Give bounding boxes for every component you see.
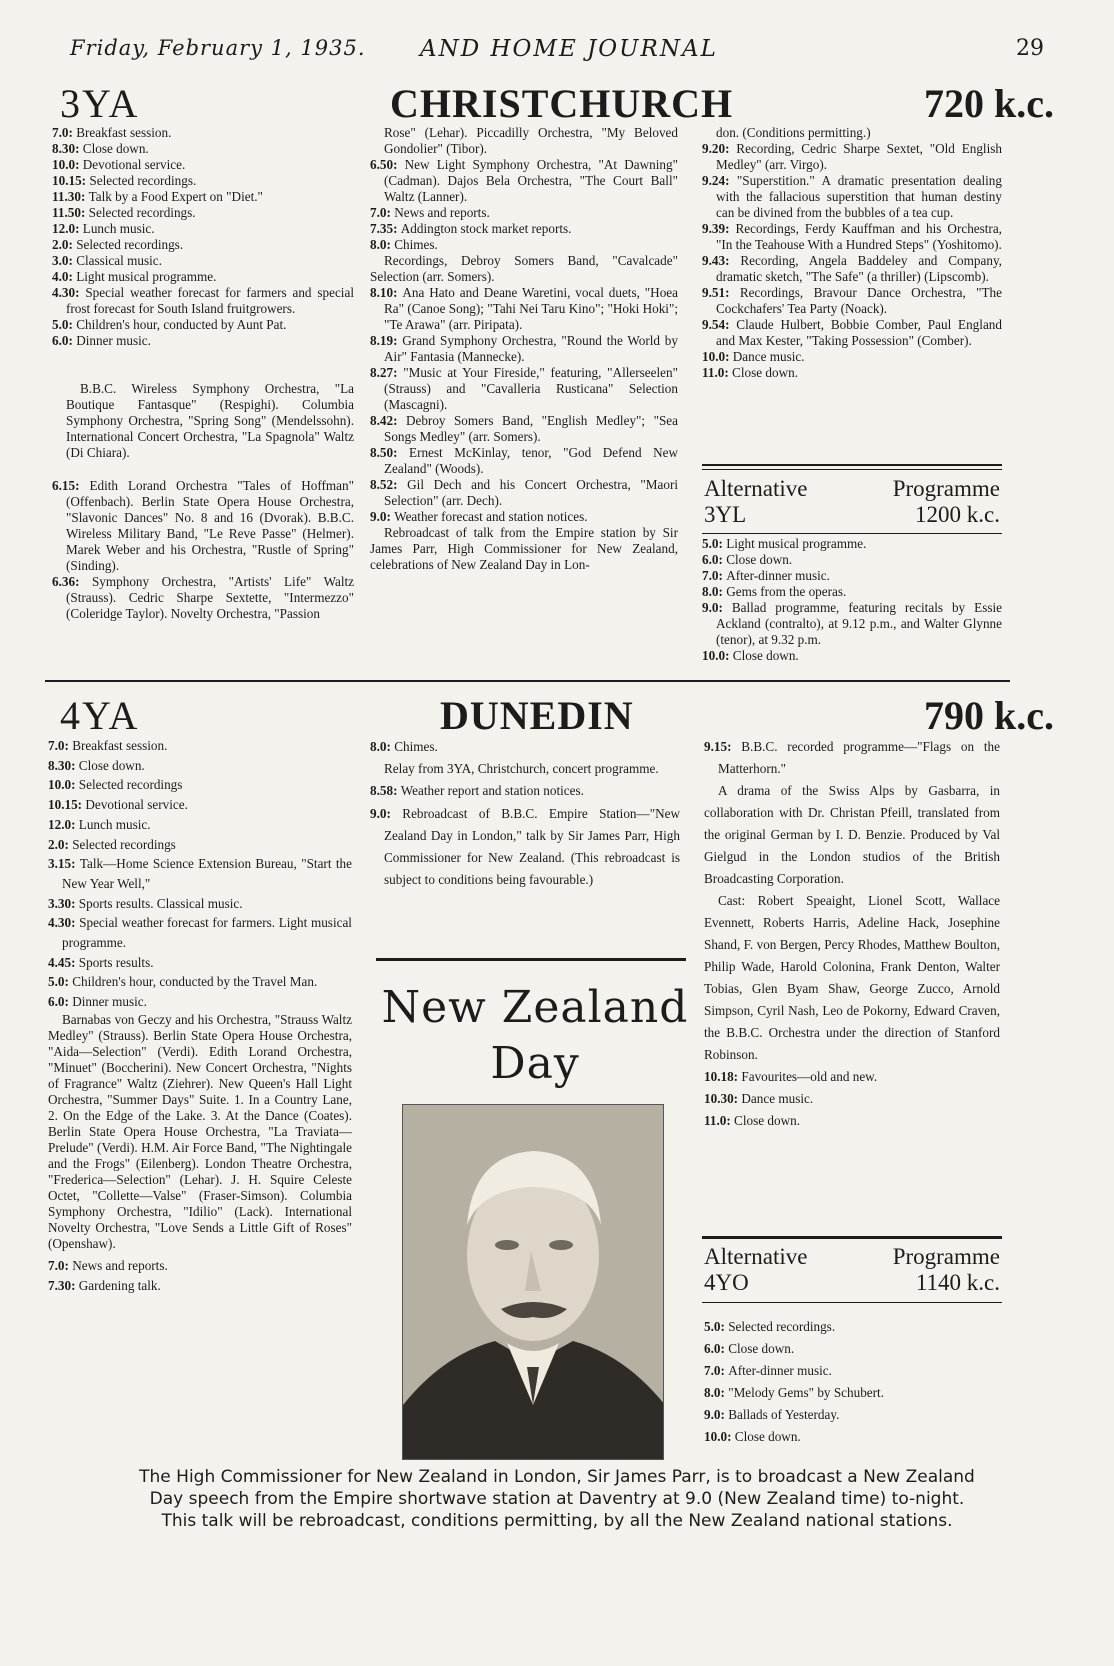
- programme-entry: [48, 756, 352, 776]
- programme-description: Special weather forecast for farmers and special frost forecast for South Island fruitgrowers.: [66, 285, 354, 316]
- programme-time: 5.0:: [52, 317, 77, 332]
- programme-description: Lunch music.: [82, 221, 155, 236]
- portrait-illustration: [403, 1105, 664, 1460]
- programme-entry: [370, 205, 678, 221]
- station-call-sign: 3YA: [60, 81, 140, 126]
- programme-time: 2.0:: [52, 237, 77, 252]
- programme-description: Sports results.: [78, 954, 154, 970]
- programme-list: [370, 736, 680, 758]
- programme-time: 8.42:: [370, 413, 406, 428]
- programme-list: [48, 736, 352, 1012]
- programme-description: Weather report and station notices.: [400, 783, 584, 799]
- programme-time: 10.30:: [704, 1091, 742, 1106]
- programme-time: 11.0:: [702, 365, 733, 380]
- issue-date: Friday, February 1, 1935.: [70, 36, 366, 60]
- programme-time: 10.0:: [52, 157, 83, 172]
- programme-list: [370, 285, 678, 525]
- programme-time: 8.10:: [370, 285, 403, 300]
- programme-entry: [48, 795, 352, 815]
- programme-description: Recording, Cedric Sharpe Sextet, "Old English Medley" (arr. Virgo).: [716, 141, 1002, 172]
- programme-description: Claude Hulbert, Bobbie Comber, Paul England and Max Kester, "Taking Possession" (Comber).: [716, 317, 1002, 348]
- programme-description: Gardening talk.: [78, 1277, 161, 1293]
- programme-time: 6.0:: [704, 1341, 729, 1356]
- programme-entry: [702, 285, 1002, 317]
- programme-description: Recordings, Bravour Dance Orchestra, "The Cockchafers' Tea Party (Noack).: [716, 285, 1002, 316]
- programme-description: "Music at Your Fireside," featuring, "Allerseelen" (Strauss) and "Cavalleria Rusticana" Selection (Mascagni).: [384, 365, 678, 412]
- programme-entry: [702, 349, 1002, 365]
- programme-entry: [370, 221, 678, 237]
- programme-entry: [370, 365, 678, 413]
- alt-frequency: 1140 k.c.: [915, 1270, 1000, 1295]
- programme-time: 8.0:: [370, 739, 395, 754]
- programme-time: 6.0:: [48, 994, 73, 1010]
- programme-description: Chimes.: [394, 739, 438, 754]
- programme-time: 10.0:: [48, 777, 79, 793]
- programme-time: 7.0:: [48, 1257, 73, 1273]
- programme-description: Dinner music.: [76, 333, 151, 348]
- alt-call-sign: 4YO: [704, 1270, 749, 1295]
- programme-time: 4.30:: [52, 285, 86, 300]
- programme-time: 9.0:: [704, 1407, 729, 1422]
- programme-time: 9.51:: [702, 285, 740, 300]
- programme-description: Close down.: [728, 1341, 795, 1356]
- programme-description: Selected recordings.: [88, 205, 196, 220]
- programme-description: Ernest McKinlay, tenor, "God Defend New Zealand" (Woods).: [384, 445, 678, 476]
- programme-description: Gil Dech and his Concert Orchestra, "Maori Selection" (arr. Dech).: [384, 477, 678, 508]
- programme-time: 2.0:: [48, 836, 73, 852]
- programme-time: 9.39:: [702, 221, 736, 236]
- programme-note: A drama of the Swiss Alps by Gasbarra, in collaboration with Dr. Christan Pfeill, translated from the original German by I. D. Benzie. Produced by Val Gielgud in the London studios of the British Broadcasting Corporation.: [704, 783, 1000, 886]
- programme-entry: [370, 477, 678, 509]
- alt-programme-list-4yo: [704, 1316, 1000, 1448]
- programme-time: 6.0:: [702, 552, 727, 567]
- programme-time: 9.54:: [702, 317, 737, 332]
- programme-entry: [370, 736, 680, 758]
- programme-description: Devotional service.: [85, 797, 188, 813]
- programme-description: Ana Hato and Deane Waretini, vocal duets, "Hoea Ra" (Canoe Song); "Tahi Nei Taru Kino"; "Hoki Hoki"; "Te Arawa" (arr. Piripata).: [384, 285, 678, 332]
- journal-title: AND HOME JOURNAL: [420, 36, 718, 62]
- footer-line-1: The High Commissioner for New Zealand in London, Sir James Parr, is to broadcast a New Zealand: [139, 1467, 975, 1487]
- programme-time: 7.0:: [702, 568, 727, 583]
- programme-time: 7.0:: [52, 125, 77, 140]
- programme-entry: [48, 775, 352, 795]
- programme-entry: [52, 574, 354, 622]
- alt-programme-list-3yl: [702, 536, 1002, 664]
- programme-entry: [48, 913, 352, 952]
- programme-list: [704, 1066, 1000, 1132]
- programme-description: Recording, Angela Baddeley and Company, dramatic sketch, "The Safe" (a thriller) (Lipscomb).: [716, 253, 1002, 284]
- programme-time: 12.0:: [52, 221, 83, 236]
- programme-description: Selected recordings.: [728, 1319, 836, 1334]
- station-divider: [45, 680, 1010, 682]
- programme-time: 9.24:: [702, 173, 737, 188]
- programme-description: Dance music.: [732, 349, 805, 364]
- programme-entry: [702, 568, 1002, 584]
- programme-entry: [704, 1088, 1000, 1110]
- programme-time: 4.0:: [52, 269, 77, 284]
- programme-entry: [52, 221, 354, 237]
- programme-entry: [52, 269, 354, 285]
- programme-time: 12.0:: [48, 816, 79, 832]
- footer-notice: [60, 1466, 1054, 1532]
- programme-list: [48, 1256, 352, 1295]
- programme-entry: [370, 333, 678, 365]
- programme-list: [370, 780, 680, 891]
- programme-description: Ballad programme, featuring recitals by Essie Ackland (contralto), at 9.12 p.m., and Walter Glynne (tenor), at 9.32 p.m.: [716, 600, 1002, 647]
- programme-time: 7.0:: [48, 738, 73, 753]
- programme-description: Devotional service.: [82, 157, 186, 172]
- programme-time: 8.52:: [370, 477, 408, 492]
- programme-time: 10.15:: [48, 797, 86, 813]
- programme-description: Breakfast session.: [72, 738, 168, 753]
- programme-time: 10.0:: [702, 349, 733, 364]
- programme-description: Close down.: [82, 141, 149, 156]
- programme-time: 6.50:: [370, 157, 405, 172]
- christchurch-column-3: [702, 125, 1002, 381]
- programme-description: Favourites—old and new.: [741, 1069, 878, 1084]
- programme-entry: [48, 972, 352, 992]
- programme-entry: [48, 894, 352, 914]
- programme-description: Lunch music.: [78, 816, 151, 832]
- programme-description: Addington stock market reports.: [400, 221, 572, 236]
- station-call-sign: 4YA: [60, 693, 140, 738]
- alt-title-2: Programme: [892, 1244, 1000, 1269]
- programme-description: Close down.: [732, 365, 798, 380]
- programme-time: 8.30:: [48, 757, 79, 773]
- programme-time: 8.0:: [702, 584, 727, 599]
- station-frequency: 790 k.c.: [924, 693, 1054, 738]
- programme-entry: [704, 736, 1000, 780]
- section-divider: [702, 1236, 1002, 1239]
- programme-list: [702, 141, 1002, 381]
- programme-entry: [48, 854, 352, 893]
- feature-title-line-1: New Zealand: [381, 982, 689, 1033]
- programme-time: 10.18:: [704, 1069, 742, 1084]
- programme-time: 8.19:: [370, 333, 403, 348]
- programme-note: Barnabas von Geczy and his Orchestra, "Strauss Waltz Medley" (Strauss). Berlin State Opera House Orchestra, "Aida—Selection" (Verdi). Edith Lorand Orchestra, "Minuet" (Boccherini). New Concert Orchestra, "Nights of Fragrance" Waltz (Ziehrer). New Queen's Hall Light Orchestra, "Summer Days" Suite. 1. In a Country Lane, 2. On the Edge of the Lake. 3. At the Dance (Coates). Berlin State Opera House Orchestra, "La Traviata—Prelude" (Verdi). H.M. Air Force Band, "The Nightingale and the Frogs" (Eilenberg). London Theatre Orchestra, "Frederica—Selection" (Lehar). J. H. Squire Celeste Octet, "Collette—Valse" (Fraser-Simson). Columbia Symphony Orchestra, "Idilio" (Lack). International Novelty Orchestra, "Love Sends a Little Gift of Roses" (Openshaw).: [48, 1011, 352, 1251]
- programme-time: 8.50:: [370, 445, 410, 460]
- section-divider: [702, 533, 1002, 534]
- programme-time: 9.0:: [702, 600, 732, 615]
- portrait-photo: [402, 1104, 664, 1460]
- christchurch-column-1: [52, 125, 354, 349]
- section-divider: [702, 464, 1002, 466]
- programme-entry: [48, 992, 352, 1012]
- programme-description: Talk by a Food Expert on "Diet.": [88, 189, 263, 204]
- footer-line-2: Day speech from the Empire shortwave station at Daventry at 9.0 (New Zealand time) to-night.: [149, 1489, 965, 1509]
- programme-description: Close down.: [734, 1429, 801, 1444]
- programme-entry: [702, 173, 1002, 221]
- programme-time: 10.0:: [704, 1429, 735, 1444]
- programme-entry: [370, 803, 680, 892]
- programme-description: Talk—Home Science Extension Bureau, "Start the New Year Well,": [62, 856, 352, 891]
- alt-title: Alternative: [704, 476, 808, 501]
- alt-programme-header-3yl: [704, 476, 1000, 532]
- programme-entry: [702, 365, 1002, 381]
- programme-entry: [704, 1316, 1000, 1338]
- programme-entry: [370, 237, 678, 253]
- programme-entry: [702, 584, 1002, 600]
- programme-note: Rebroadcast of talk from the Empire station by Sir James Parr, High Commissioner for New Zealand, celebrations of New Zealand Day in Lon-: [370, 525, 678, 572]
- programme-description: Sports results. Classical music.: [78, 895, 243, 911]
- section-divider: [702, 1302, 1002, 1303]
- programme-description: Chimes.: [394, 237, 438, 252]
- programme-time: 9.15:: [704, 739, 742, 754]
- programme-description: Dance music.: [741, 1091, 814, 1106]
- programme-time: 5.0:: [704, 1319, 729, 1334]
- footer-line-3: This talk will be rebroadcast, conditions permitting, by all the New Zealand national stations.: [161, 1511, 953, 1531]
- programme-description: Light musical programme.: [76, 269, 217, 284]
- programme-description: Dinner music.: [72, 994, 147, 1010]
- programme-entry: [370, 285, 678, 333]
- programme-time: 7.0:: [370, 205, 395, 220]
- programme-entry: [52, 333, 354, 349]
- programme-entry: [702, 536, 1002, 552]
- programme-entry: [702, 221, 1002, 253]
- christchurch-column-1b: [52, 478, 354, 622]
- programme-time: 9.20:: [702, 141, 737, 156]
- programme-entry: [52, 125, 354, 141]
- programme-description: B.B.C. recorded programme—"Flags on the Matterhorn.": [718, 739, 1000, 776]
- programme-description: Selected recordings: [72, 836, 176, 852]
- programme-time: 8.58:: [370, 783, 401, 799]
- programme-time: 8.0:: [704, 1385, 729, 1400]
- cast-list: Cast: Robert Speaight, Lionel Scott, Wallace Evennett, Roberts Harris, Adeline Hack, Josephine Shand, F. von Bergen, Percy Rhodes, Matthew Boulton, Philip Wade, Harold Colonina, Frank Denton, Walter Tobias, Glen Byam Shaw, George Zucco, Arnold Simpson, Cyril Nash, Leo de Pokorny, Edward Craven, the B.B.C. Orchestra under the direction of Stanford Robinson.: [704, 893, 1000, 1062]
- programme-entry: [48, 953, 352, 973]
- station-city: CHRISTCHURCH: [390, 81, 734, 126]
- programme-time: 8.30:: [52, 141, 83, 156]
- dunedin-column-2: [370, 736, 680, 891]
- programme-entry: [370, 780, 680, 802]
- programme-description: Recordings, Ferdy Kauffman and his Orchestra, "In the Teahouse With a Hundred Steps" (Yoshitomo).: [716, 221, 1002, 252]
- programme-description: "Superstition." A dramatic presentation dealing with the fallacious superstition that human destiny can be divined from the bubbles of a tea cup.: [716, 173, 1002, 220]
- programme-time: 11.0:: [704, 1113, 735, 1128]
- programme-time: 7.30:: [48, 1277, 79, 1293]
- alt-title: Alternative: [704, 1244, 808, 1269]
- page-header: [70, 36, 1044, 70]
- programme-description: Close down.: [732, 648, 799, 663]
- programme-entry: [702, 317, 1002, 349]
- programme-entry: [48, 835, 352, 855]
- alt-frequency: 1200 k.c.: [915, 502, 1000, 527]
- programme-list: [704, 736, 1000, 780]
- programme-entry: [702, 253, 1002, 285]
- programme-description: Rebroadcast of B.B.C. Empire Station—"New Zealand Day in London," talk by Sir James Parr, High Commissioner for New Zealand. (This rebroadcast is subject to conditions being favourable.): [384, 805, 680, 888]
- programme-description: Light musical programme.: [726, 536, 867, 551]
- programme-description: Edith Lorand Orchestra "Tales of Hoffman" (Offenbach). Berlin State Opera House Orchestra, "Slavonic Dances" No. 8 and 16 (Dvorak). B.B.C. Wireless Military Band, "Le Reve Passe" (Helmer). Marek Weber and his Orchestra, "Rustle of Spring" (Sinding).: [66, 478, 354, 573]
- station-frequency: 720 k.c.: [924, 81, 1054, 126]
- programme-time: 5.0:: [702, 536, 727, 551]
- programme-description: News and reports.: [72, 1257, 168, 1273]
- programme-entry: [704, 1066, 1000, 1088]
- dunedin-column-1: [48, 736, 352, 1295]
- programme-entry: [52, 189, 354, 205]
- programme-description: Selected recordings: [78, 777, 183, 793]
- programme-time: 9.43:: [702, 253, 741, 268]
- alt-title-2: Programme: [892, 476, 1000, 501]
- programme-time: 4.45:: [48, 954, 79, 970]
- programme-entry: [702, 141, 1002, 173]
- programme-entry: [704, 1382, 1000, 1404]
- programme-entry: [370, 157, 678, 205]
- programme-entry: [370, 413, 678, 445]
- programme-entry: [52, 478, 354, 574]
- programme-continuation: Rose" (Lehar). Piccadilly Orchestra, "My Beloved Gondolier" (Tibor).: [384, 125, 678, 156]
- programme-description: New Light Symphony Orchestra, "At Dawning" (Cadman). Dajos Bela Orchestra, "The Court Ball" Waltz (Lanner).: [384, 157, 678, 204]
- programme-description: Debroy Somers Band, "English Medley"; "Sea Songs Medley" (arr. Somers).: [384, 413, 678, 444]
- dunedin-column-3: [704, 736, 1000, 1132]
- programme-entry: [702, 648, 1002, 664]
- programme-time: 10.0:: [702, 648, 733, 663]
- programme-description: Symphony Orchestra, "Artists' Life" Waltz (Strauss). Cedric Sharpe Sextette, "Intermezzo" (Coleridge Taylor). Novelty Orchestra, "Passion: [66, 574, 354, 621]
- programme-time: 3.15:: [48, 856, 80, 872]
- programme-description: Grand Symphony Orchestra, "Round the World by Air" Fantasia (Mannecke).: [384, 333, 678, 364]
- programme-description: Selected recordings.: [76, 237, 184, 252]
- programme-description: After-dinner music.: [728, 1363, 832, 1378]
- programme-entry: [52, 285, 354, 317]
- programme-description: Close down.: [726, 552, 793, 567]
- programme-time: 7.0:: [704, 1363, 729, 1378]
- programme-entry: [704, 1110, 1000, 1132]
- programme-entry: [52, 173, 354, 189]
- programme-time: 11.50:: [52, 205, 89, 220]
- programme-entry: [702, 600, 1002, 648]
- programme-time: 7.35:: [370, 221, 401, 236]
- feature-divider: [376, 958, 686, 961]
- programme-entry: [52, 317, 354, 333]
- programme-entry: [704, 1338, 1000, 1360]
- programme-description: Close down.: [78, 757, 145, 773]
- programme-time: 9.0:: [370, 509, 395, 524]
- programme-entry: [52, 253, 354, 269]
- programme-entry: [370, 509, 678, 525]
- programme-list: [370, 157, 678, 253]
- programme-entry: [48, 736, 352, 756]
- programme-description: Selected recordings.: [89, 173, 197, 188]
- programme-note: Relay from 3YA, Christchurch, concert programme.: [384, 761, 659, 777]
- feature-title-line-2: Day: [490, 1038, 580, 1089]
- christchurch-column-2: [370, 125, 678, 573]
- programme-entry: [48, 1276, 352, 1296]
- programme-entry: [704, 1426, 1000, 1448]
- programme-description: Classical music.: [76, 253, 162, 268]
- programme-entry: [52, 157, 354, 173]
- programme-time: 8.0:: [370, 237, 395, 252]
- programme-description: Children's hour, conducted by the Travel Man.: [72, 974, 318, 990]
- page-number: 29: [1016, 36, 1044, 61]
- programme-entry: [52, 237, 354, 253]
- programme-note: B.B.C. Wireless Symphony Orchestra, "La Boutique Fantasque" (Respighi). Columbia Symphony Orchestra, "Spring Song" (Mendelssohn). International Concert Orchestra, "La Spagnola" Waltz (Di Chiara).: [66, 381, 354, 460]
- programme-entry: [48, 815, 352, 835]
- christchurch-column-1-sub: [66, 381, 354, 461]
- programme-entry: [702, 552, 1002, 568]
- programme-time: 6.15:: [52, 478, 90, 493]
- programme-time: 10.15:: [52, 173, 90, 188]
- programme-description: Children's hour, conducted by Aunt Pat.: [76, 317, 287, 332]
- section-divider: [702, 469, 1002, 470]
- programme-time: 4.30:: [48, 915, 80, 931]
- programme-time: 6.36:: [52, 574, 92, 589]
- programme-time: 3.30:: [48, 895, 79, 911]
- programme-description: Weather forecast and station notices.: [394, 509, 588, 524]
- programme-time: 9.0:: [370, 805, 403, 821]
- programme-entry: [48, 1256, 352, 1276]
- programme-time: 6.0:: [52, 333, 77, 348]
- programme-description: Breakfast session.: [76, 125, 172, 140]
- programme-note: Recordings, Debroy Somers Band, "Cavalcade" Selection (arr. Somers).: [370, 253, 678, 284]
- programme-description: Ballads of Yesterday.: [728, 1407, 840, 1422]
- programme-entry: [704, 1360, 1000, 1382]
- programme-entry: [52, 141, 354, 157]
- alt-programme-header-4yo: [704, 1244, 1000, 1300]
- programme-description: Close down.: [734, 1113, 800, 1128]
- programme-description: Gems from the operas.: [726, 584, 847, 599]
- programme-description: After-dinner music.: [726, 568, 830, 583]
- feature-title: [380, 980, 690, 1092]
- programme-time: 8.27:: [370, 365, 404, 380]
- station-city: DUNEDIN: [440, 693, 634, 738]
- programme-entry: [52, 205, 354, 221]
- programme-description: Special weather forecast for farmers. Light musical programme.: [62, 915, 352, 951]
- programme-time: 5.0:: [48, 974, 73, 990]
- programme-description: "Melody Gems" by Schubert.: [728, 1385, 884, 1400]
- programme-time: 3.0:: [52, 253, 77, 268]
- programme-time: 11.30:: [52, 189, 89, 204]
- programme-entry: [704, 1404, 1000, 1426]
- programme-description: News and reports.: [394, 205, 490, 220]
- programme-continuation: don. (Conditions permitting.): [716, 125, 871, 140]
- programme-entry: [370, 445, 678, 477]
- alt-call-sign: 3YL: [704, 502, 747, 527]
